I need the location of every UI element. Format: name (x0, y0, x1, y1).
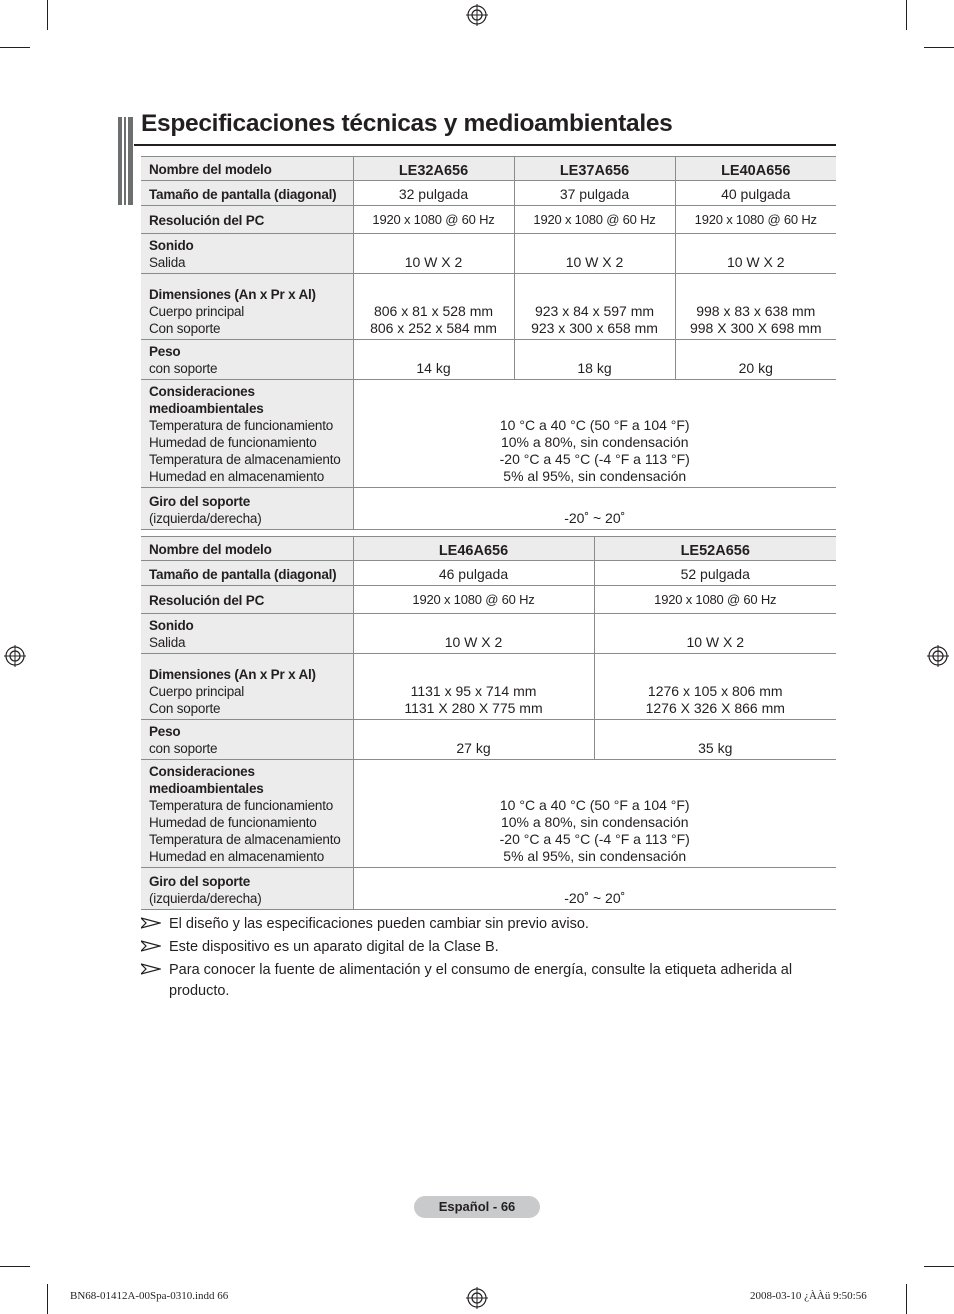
table-cell: 806 x 81 x 528 mm 806 x 252 x 584 mm (353, 274, 514, 340)
note-text: El diseño y las especificaciones pueden cambiar sin previo aviso. (169, 916, 589, 932)
table-row (141, 181, 836, 206)
registration-mark-icon (466, 1287, 488, 1309)
row-sublabel: Con soporte (149, 701, 221, 716)
table-cell: -20˚ ~ 20˚ (353, 488, 836, 530)
table-cell: 35 kg (594, 720, 836, 760)
title-underline (134, 144, 836, 146)
table-cell: 32 pulgada (353, 181, 514, 206)
model-header: LE52A656 (594, 537, 836, 561)
table-cell: 1276 x 105 x 806 mm 1276 X 326 X 866 mm (594, 654, 836, 720)
model-header: LE46A656 (353, 537, 594, 561)
table-row (141, 488, 836, 530)
table-cell: 14 kg (353, 340, 514, 380)
footer-filename: BN68-01412A-00Spa-0310.indd 66 (70, 1290, 229, 1302)
spec-table-2 (141, 536, 836, 910)
page-number-badge: Español - 66 (414, 1196, 540, 1218)
table-cell: 1920 x 1080 @ 60 Hz (594, 586, 836, 614)
row-sublabel: Temperatura de almacenamiento (149, 832, 341, 847)
row-label: Consideraciones medioambientales (149, 384, 264, 416)
row-label: Resolución del PC (149, 592, 265, 608)
row-sublabel: Humedad de funcionamiento (149, 815, 317, 830)
model-header: LE32A656 (353, 157, 514, 181)
table-row (141, 586, 836, 614)
notes-list (141, 914, 821, 1004)
crop-mark (906, 0, 907, 30)
table-cell: 46 pulgada (353, 561, 594, 586)
row-sublabel: Temperatura de almacenamiento (149, 452, 341, 467)
row-label: Sonido (149, 238, 194, 253)
table-cell: 998 x 83 x 638 mm 998 X 300 X 698 mm (675, 274, 836, 340)
table-row (141, 720, 836, 760)
row-sublabel: Cuerpo principal (149, 304, 245, 319)
table-row (141, 380, 836, 488)
table-cell: 20 kg (675, 340, 836, 380)
arrow-note-icon (141, 963, 161, 975)
title-decoration (118, 117, 134, 205)
table-row (141, 614, 836, 654)
table-cell: 52 pulgada (594, 561, 836, 586)
row-sublabel: Salida (149, 635, 186, 650)
crop-mark (924, 1266, 954, 1267)
table-cell: 1131 x 95 x 714 mm 1131 X 280 X 775 mm (353, 654, 594, 720)
table-cell: 10 °C a 40 °C (50 °F a 104 °F) 10% a 80%, sin condensación -20 °C a 45 °C (-4 °F a 113 °F) 5% al 95%, sin condensación (353, 760, 836, 868)
row-sublabel: Con soporte (149, 321, 221, 336)
model-header: LE37A656 (514, 157, 675, 181)
crop-mark (0, 1266, 30, 1267)
row-sublabel: Temperatura de funcionamiento (149, 418, 334, 433)
crop-mark (47, 0, 48, 30)
table-cell: 10 W X 2 (353, 614, 594, 654)
table-cell: 37 pulgada (514, 181, 675, 206)
list-item (141, 960, 821, 1002)
table-row (141, 868, 836, 910)
row-label: Resolución del PC (149, 212, 265, 228)
table-cell: -20˚ ~ 20˚ (353, 868, 836, 910)
row-sublabel: con soporte (149, 361, 218, 376)
spec-table-1 (141, 156, 836, 530)
table-cell: 40 pulgada (675, 181, 836, 206)
row-label: Consideraciones medioambientales (149, 764, 264, 796)
row-label: Nombre del modelo (149, 162, 272, 177)
row-label: Peso (149, 724, 181, 739)
table-row (141, 654, 836, 720)
row-label: Tamaño de pantalla (diagonal) (149, 187, 337, 202)
crop-mark (906, 1284, 907, 1314)
row-sublabel: Temperatura de funcionamiento (149, 798, 334, 813)
registration-mark-icon (466, 4, 488, 26)
row-sublabel: Cuerpo principal (149, 684, 245, 699)
table-cell: 10 W X 2 (353, 234, 514, 274)
list-item (141, 937, 821, 958)
arrow-note-icon (141, 917, 161, 929)
table-cell: 1920 x 1080 @ 60 Hz (353, 586, 594, 614)
table-row (141, 760, 836, 868)
list-item (141, 914, 821, 935)
table-cell: 10 W X 2 (675, 234, 836, 274)
row-label: Giro del soporte (149, 874, 251, 889)
table-cell: 27 kg (353, 720, 594, 760)
registration-mark-icon (927, 645, 949, 667)
row-label: Sonido (149, 618, 194, 633)
crop-mark (0, 47, 30, 48)
registration-mark-icon (4, 645, 26, 667)
row-label: Peso (149, 344, 181, 359)
table-cell: 18 kg (514, 340, 675, 380)
table-cell: 10 W X 2 (514, 234, 675, 274)
table-row (141, 561, 836, 586)
table-row (141, 206, 836, 234)
row-sublabel: con soporte (149, 741, 218, 756)
note-text: Este dispositivo es un aparato digital de la Clase B. (169, 939, 499, 955)
page-title: Especificaciones técnicas y medioambientales (141, 110, 673, 137)
row-label: Tamaño de pantalla (diagonal) (149, 567, 337, 582)
row-label: Giro del soporte (149, 494, 251, 509)
table-cell: 10 W X 2 (594, 614, 836, 654)
table-cell: 1920 x 1080 @ 60 Hz (353, 206, 514, 234)
table-cell: 923 x 84 x 597 mm 923 x 300 x 658 mm (514, 274, 675, 340)
row-sublabel: (izquierda/derecha) (149, 511, 262, 526)
note-text: Para conocer la fuente de alimentación y el consumo de energía, consulte la etiqueta adherida al producto. (169, 962, 793, 999)
row-label: Nombre del modelo (149, 542, 272, 557)
row-sublabel: Humedad en almacenamiento (149, 469, 325, 484)
row-sublabel: Humedad de funcionamiento (149, 435, 317, 450)
table-row (141, 234, 836, 274)
table-cell: 10 °C a 40 °C (50 °F a 104 °F) 10% a 80%, sin condensación -20 °C a 45 °C (-4 °F a 113 °F) 5% al 95%, sin condensación (353, 380, 836, 488)
table-row (141, 157, 836, 181)
row-label: Dimensiones (An x Pr x Al) (149, 667, 316, 682)
row-sublabel: Humedad en almacenamiento (149, 849, 325, 864)
crop-mark (47, 1284, 48, 1314)
table-row (141, 537, 836, 561)
table-row (141, 340, 836, 380)
model-header: LE40A656 (675, 157, 836, 181)
footer-timestamp: 2008-03-10 ¿ÀÀü 9:50:56 (750, 1290, 867, 1302)
table-row (141, 274, 836, 340)
row-sublabel: (izquierda/derecha) (149, 891, 262, 906)
table-cell: 1920 x 1080 @ 60 Hz (675, 206, 836, 234)
row-sublabel: Salida (149, 255, 186, 270)
table-cell: 1920 x 1080 @ 60 Hz (514, 206, 675, 234)
arrow-note-icon (141, 940, 161, 952)
row-label: Dimensiones (An x Pr x Al) (149, 287, 316, 302)
crop-mark (924, 47, 954, 48)
